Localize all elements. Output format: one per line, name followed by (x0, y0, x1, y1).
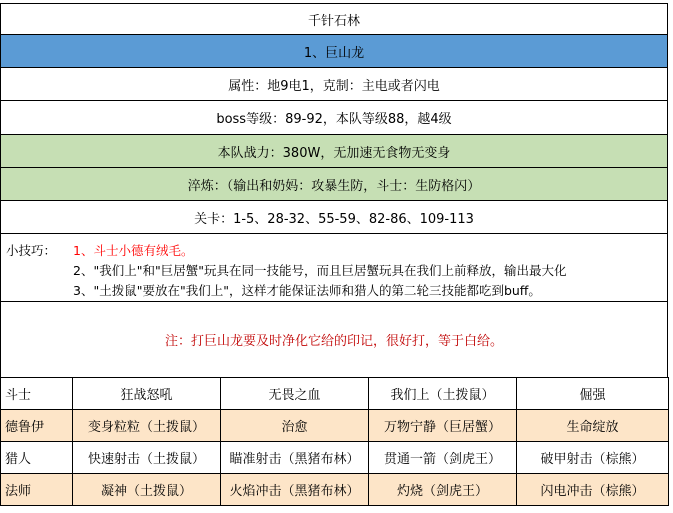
attributes-cell[interactable]: 属性：地9电1，克制：主电或者闪电 (0, 68, 668, 101)
skill-cell[interactable]: 破甲射击（棕熊） (517, 442, 669, 474)
tip-item-1: 1、斗士小德有绒毛。 (73, 243, 194, 258)
note-cell[interactable]: 注：打巨山龙要及时净化它给的印记，很好打，等于白给。 (0, 302, 668, 378)
class-cell[interactable]: 斗士 (1, 378, 73, 410)
skills-table (0, 377, 669, 506)
class-cell[interactable]: 德鲁伊 (1, 410, 73, 442)
skill-cell[interactable]: 治愈 (221, 410, 369, 442)
tip-item-2: 2、"我们上"和"巨居蟹"玩具在同一技能号，而且巨居蟹玩具在我们上前释放，输出最大化 (73, 263, 567, 278)
stages-cell[interactable]: 关卡：1-5、28-32、55-59、82-86、109-113 (0, 201, 668, 234)
skill-cell[interactable]: 变身粒粒（土拨鼠） (73, 410, 221, 442)
skill-cell[interactable]: 快速射击（土拨鼠） (73, 442, 221, 474)
team-power-cell[interactable]: 本队战力：380W，无加速无食物无变身 (0, 135, 668, 168)
class-cell[interactable]: 猎人 (1, 442, 73, 474)
skill-cell[interactable]: 灼烧（剑虎王） (369, 474, 517, 506)
skill-cell[interactable]: 我们上（土拨鼠） (369, 378, 517, 410)
skill-cell[interactable]: 闪电冲击（棕熊） (517, 474, 669, 506)
skill-cell[interactable]: 狂战怒吼 (73, 378, 221, 410)
skill-cell[interactable]: 倔强 (517, 378, 669, 410)
table-row (1, 378, 669, 410)
skill-cell[interactable]: 凝神（土拨鼠） (73, 474, 221, 506)
title-cell[interactable]: 千针石林 (0, 3, 668, 35)
skill-cell[interactable]: 无畏之血 (221, 378, 369, 410)
tips-cell[interactable] (0, 234, 668, 302)
skill-cell[interactable]: 火焰冲击（黑猪布林） (221, 474, 369, 506)
table-row (1, 410, 669, 442)
boss-header-cell[interactable]: 1、巨山龙 (0, 35, 668, 68)
class-cell[interactable]: 法师 (1, 474, 73, 506)
skill-cell[interactable]: 生命绽放 (517, 410, 669, 442)
table-row (1, 442, 669, 474)
tips-label: 小技巧： (6, 243, 57, 258)
refine-cell[interactable]: 淬炼：（输出和奶妈：攻暴生防，斗士：生防格闪） (0, 168, 668, 201)
boss-level-cell[interactable]: boss等级：89-92，本队等级88，越4级 (0, 101, 668, 135)
skill-cell[interactable]: 贯通一箭（剑虎王） (369, 442, 517, 474)
tip-item-3: 3、"土拨鼠"要放在"我们上"，这样才能保证法师和猎人的第二轮三技能都吃到buff。 (73, 283, 541, 298)
skill-cell[interactable]: 万物宁静（巨居蟹） (369, 410, 517, 442)
table-row (1, 474, 669, 506)
skill-cell[interactable]: 瞄准射击（黑猪布林） (221, 442, 369, 474)
